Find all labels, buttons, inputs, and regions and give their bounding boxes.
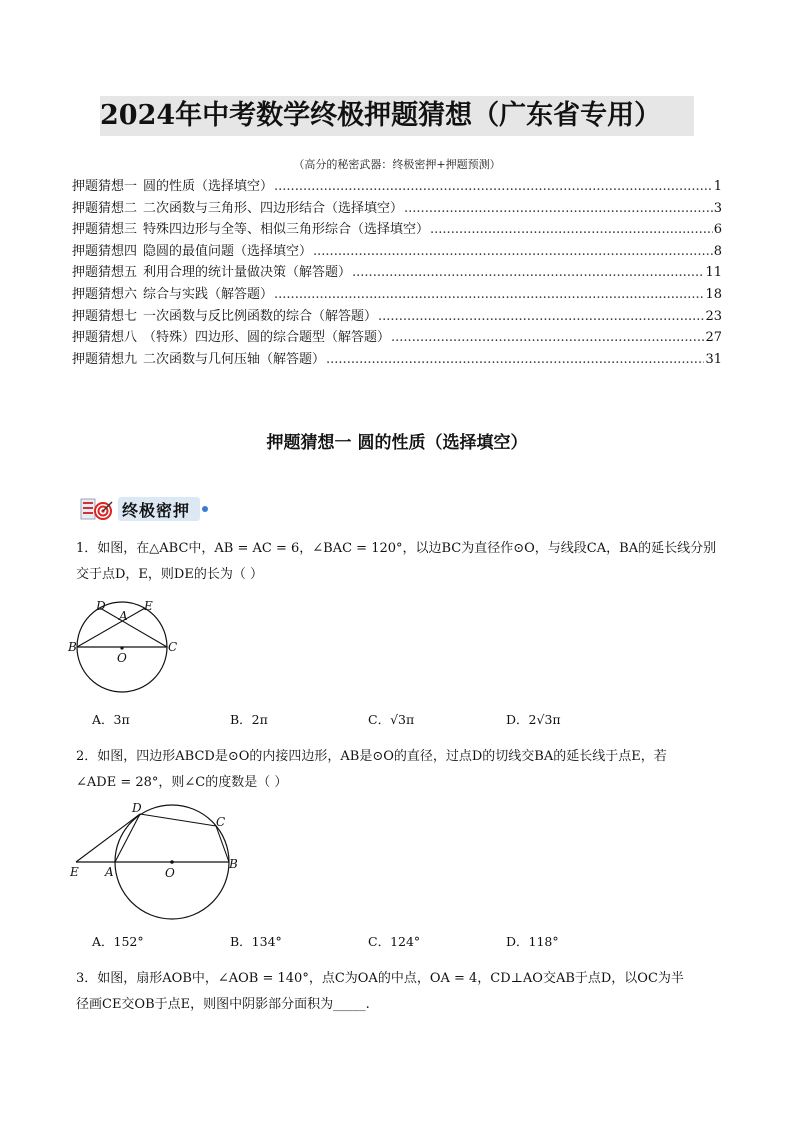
toc-leader-dots (274, 287, 704, 302)
chord-cb (216, 826, 229, 862)
label-d: D (132, 801, 142, 815)
toc-item-number: 押题猜想五 (72, 265, 138, 281)
label-b: B (229, 857, 238, 871)
question-1 (76, 536, 726, 588)
toc-leader-dots (326, 352, 704, 367)
toc-item-number: 押题猜想一 (72, 179, 138, 194)
table-of-contents (72, 175, 722, 369)
chord-ad (115, 814, 140, 862)
toc-item-number: 押题猜想四 (72, 243, 138, 259)
toc-leader-dots (352, 265, 704, 280)
label-o: O (165, 866, 175, 880)
question-2-options (92, 932, 712, 950)
toc-item-number: 押题猜想三 (72, 222, 138, 238)
question-2-line-2: ∠ADE = 28°，则∠C的度数是（ ） (76, 775, 288, 790)
toc-item-page: 3 (713, 200, 722, 216)
toc-leader-dots (430, 222, 713, 237)
toc-item[interactable] (72, 175, 722, 197)
label-e: E (144, 599, 153, 613)
toc-item-page: 6 (713, 222, 722, 238)
label-a: A (119, 609, 128, 623)
question-1-figure (66, 596, 190, 696)
toc-item-number: 押题猜想九 (72, 351, 138, 367)
label-o: O (117, 651, 127, 665)
toc-item-title: 二次函数与几何压轴（解答题） (143, 351, 326, 367)
question-1-options (92, 710, 712, 728)
label-c: C (168, 640, 178, 654)
toc-item-page: 23 (705, 308, 722, 324)
toc-item[interactable] (72, 305, 722, 327)
toc-item-number: 押题猜想六 (72, 286, 138, 302)
subtitle: （高分的秘密武器：终极密押+押题预测） (293, 158, 501, 171)
q2-option-a[interactable]: A．152° (92, 934, 144, 949)
center-point-o (120, 646, 123, 649)
toc-item-title: 特殊四边形与全等、相似三角形综合（选择填空） (143, 222, 430, 238)
q2-option-c[interactable]: C．124° (368, 934, 421, 949)
q2-option-b[interactable]: B．134° (230, 934, 282, 949)
toc-leader-dots (378, 309, 704, 324)
main-title-box (100, 96, 694, 136)
q1-option-a[interactable]: A．3π (92, 712, 130, 727)
toc-item[interactable] (72, 240, 722, 262)
toc-leader-dots (391, 330, 704, 345)
question-2-figure (66, 800, 246, 926)
toc-item-number: 押题猜想八 (72, 330, 138, 346)
section-banner (80, 496, 208, 522)
toc-item[interactable] (72, 197, 722, 219)
toc-item-page: 18 (705, 286, 722, 302)
toc-item[interactable] (72, 283, 722, 305)
question-3-line-2: 径画CE交OB于点E，则图中阴影部分面积为_____. (76, 997, 370, 1012)
toc-leader-dots (313, 244, 713, 259)
toc-item[interactable] (72, 218, 722, 240)
label-d: D (96, 599, 106, 613)
toc-item[interactable] (72, 261, 722, 283)
question-1-line-2: 交于点D，E，则DE的长为（ ） (76, 567, 263, 582)
toc-item-title: 一次函数与反比例函数的综合（解答题） (143, 308, 378, 324)
label-c: C (216, 815, 226, 829)
toc-leader-dots (274, 179, 713, 194)
toc-item-page: 11 (705, 265, 722, 281)
toc-item-page: 27 (705, 330, 722, 346)
question-3 (76, 966, 726, 1018)
toc-leader-dots (404, 201, 713, 216)
tangent-ed (76, 814, 140, 862)
toc-item-page: 31 (705, 351, 722, 367)
toc-item-title: 二次函数与三角形、四边形结合（选择填空） (143, 200, 404, 216)
toc-item-page: 1 (713, 179, 722, 194)
label-b: B (68, 640, 77, 654)
banner-label: 终极密押 (122, 501, 191, 520)
q2-option-d[interactable]: D．118° (506, 934, 559, 949)
label-a: A (105, 865, 114, 879)
section-title: 押题猜想一 圆的性质（选择填空） (266, 433, 528, 453)
question-1-line-1: 1．如图，在△ABC中，AB = AC = 6，∠BAC = 120°，以边BC为直径作⊙O，与线段CA，BA的延长线分别 (76, 541, 717, 556)
toc-item-page: 8 (713, 243, 722, 259)
toc-item-title: 综合与实践（解答题） (143, 286, 274, 302)
q1-option-b[interactable]: B．2π (230, 712, 268, 727)
main-title: 2024年中考数学终极押题猜想（广东省专用） (100, 100, 662, 131)
question-2-line-1: 2．如图，四边形ABCD是⊙O的内接四边形，AB是⊙O的直径，过点D的切线交BA的延长线于点E，若 (76, 749, 667, 764)
toc-item-number: 押题猜想二 (72, 200, 138, 216)
toc-item[interactable] (72, 348, 722, 370)
target-icon (80, 496, 114, 522)
center-point-o (170, 860, 174, 864)
banner-dot (202, 506, 208, 512)
question-3-line-1: 3．如图，扇形AOB中，∠AOB = 140°，点C为OA的中点，OA = 4，CD⊥AO交AB于点D，以OC为半 (76, 971, 684, 986)
label-e: E (70, 865, 79, 879)
toc-item-title: 圆的性质（选择填空） (143, 179, 274, 194)
q1-option-d[interactable]: D．2√3π (506, 712, 561, 727)
toc-item-title: 利用合理的统计量做决策（解答题） (143, 265, 352, 281)
toc-item-title: 隐圆的最值问题（选择填空） (143, 243, 313, 259)
q1-option-c[interactable]: C．√3π (368, 712, 415, 727)
toc-item-number: 押题猜想七 (72, 308, 138, 324)
toc-item-title: （特殊）四边形、圆的综合题型（解答题） (143, 330, 391, 346)
toc-item[interactable] (72, 326, 722, 348)
question-2 (76, 744, 726, 796)
